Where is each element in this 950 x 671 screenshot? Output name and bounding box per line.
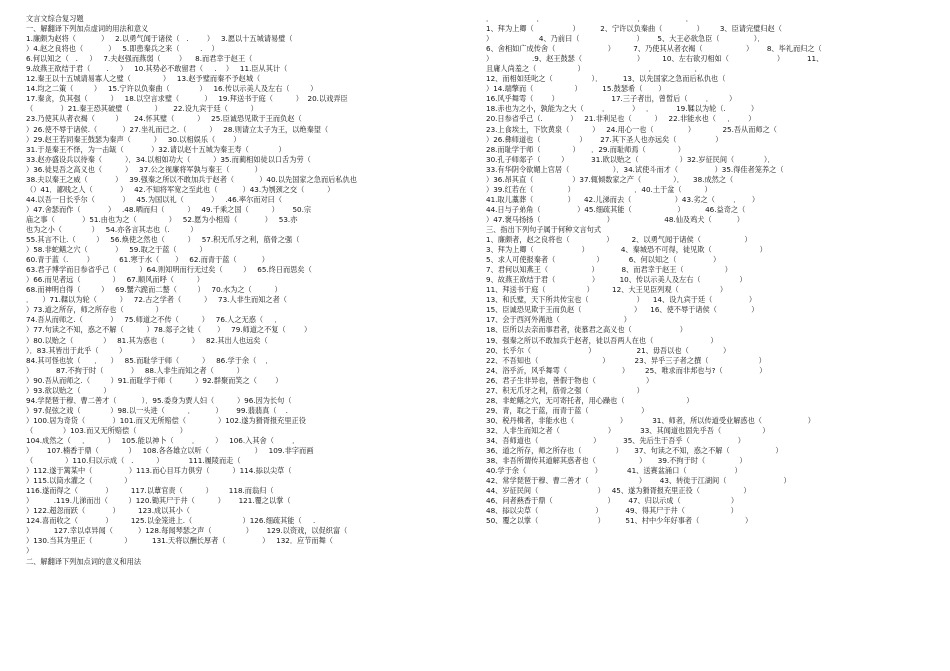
left-text-line: 33.赵亦盛设兵以待秦（ ）．34.以相如功大（ ）35.而蔺相如徒以口舌为劳（ <box>26 154 311 164</box>
left-text-line: 84.其可怪也欤（ ． ） 85.而耻学于师（ ） 86.学于余（ ． <box>26 355 273 365</box>
right-text-line: 19、强秦之所以不敢加兵于赵者，徒以吾两人在也（ ） <box>486 335 718 345</box>
left-text-line: 6.何以知之（ . ） 7.夫赵强而燕弱（ ） 8.而君幸于赵王（ <box>26 54 253 64</box>
right-text-line: 3、拜为上卿（ ） 4、秦城恐不可得，徒见欺（ ） <box>486 245 767 255</box>
right-text-line: 13、和氏璧，天下所共传宝也（ ） 14、设九宾于廷（ ） <box>486 295 757 305</box>
left-text-line: ） 127.幸以卓异闻（ ）128.每闻琴瑟之声（ ） 129.以资戏，以促织富（ <box>26 526 348 536</box>
right-text-line: ）36.昂其直（ ）37.辄倾数家之产（ ）． 38.成然之（ <box>486 174 734 184</box>
right-text-line: 36、道之所存，师之所存也（ ） 37、句读之不知，惑之不解（ ） <box>486 446 783 456</box>
left-text-line: ） 87.不拘于时（ ） 88.人非生而知之者（ ） <box>26 365 244 375</box>
left-text-line: 116.遂而得之（ ） 117.以蕈官责（ ） 118.而翁归（ <box>26 486 274 496</box>
left-text-line: 也为之小（ ） 54.亦各言其志也（. ） <box>26 224 198 234</box>
left-text-line: 94.学琵琶于穆、曹二善才（ ）．95.委身为贾人妇（ ）96.因为长句（ <box>26 395 292 405</box>
left-text-line: 庙之事（ ）51.由也为之（ ） 52.愿为小相焉（ ） 53.亦 <box>26 214 298 224</box>
left-text-line: 23.乃使其从者衣褐（ ） 24.怀其璧（ ） 25.臣诚恐见欺于王而负赵（ <box>26 114 302 124</box>
left-text-line: 二、解翻译下列加点词的意义和用法 <box>26 556 142 566</box>
left-text-line: 12.秦王以十五城请易寡人之璧（ ） 13.赵予璧而秦不予赵城（ <box>26 74 261 84</box>
left-text-line: （ ）103.而又无所赔偿（ ） <box>26 425 187 435</box>
left-text-line: ）97.促弦之戏（ ）98.以一头进（ ． ） 99.翡翡真（ . <box>26 405 288 415</box>
right-text-line: ）47.褒马扬扬（ ） 48.仙及鸡犬（ ） <box>486 214 744 224</box>
right-text-line: 29、青，取之于蓝，而青于蓝（ ） <box>486 405 649 415</box>
left-text-line: ． ）71.鞣以为轮（ ） 72.古之学者（ ） 73.人非生而知之者（ <box>26 295 287 305</box>
right-text-line: 9、故燕王欲结于君（ ） 10、传以示美人及左右（ ） <box>486 275 747 285</box>
right-text-line: 26、君子生非异也，善假于物也（ ） <box>486 375 654 385</box>
right-text-line: 44.日与子弟角（ ）45.细疏其能（ ） 46.益奇之（ <box>486 204 746 214</box>
right-text-line: ）26.彝师道也（ ） 27.其下圣人也亦远矣（ ） <box>486 134 723 144</box>
right-text-line: ） .9、赵王鼓瑟（ ） 10、左右欲刃相如（ ） 11、 <box>486 54 824 64</box>
left-text-line: 74.吾从而师之.（ ） 75.师道之不传（ ） 76.人之无惑（ ． <box>26 315 282 325</box>
left-text-line: 63.君子博学而日参省乎己（ ）64.则知明而行无过矣（ ） 65.终日而思矣（ <box>26 265 312 275</box>
left-text-line: ）47.舍瑟而作（ ） .48.哂而归（ ） 49.千乘之国（ ） 50.宗 <box>26 204 312 214</box>
right-text-line: 1、拜为上卿（ ） 2、宁许以负秦曲（ ） 3、臣请完璧归赵（ <box>486 24 782 34</box>
right-text-line: 18、臣所以去亲而事君者，徒慕君之高义也（ ） <box>486 325 687 335</box>
left-text-line: ）93.欲以贻之（ ） <box>26 385 111 395</box>
left-text-line: 104.成然之（ ． ） 105.能以神卜（ ． ） 106.入其舍（ ． <box>26 435 300 445</box>
left-text-line: 31.于是秦王不怿，为一击缻（ ）32.请以赵十五城为秦王寿（ ） <box>26 144 286 154</box>
left-text-line: ）100.居为奇货（ ）101.而又无所赔偿（ ）102.遂为猾胥报充里正役 <box>26 415 306 425</box>
left-text-line: （ ）21.秦王恐其破璧（ ） 22.设九宾于廷（ ） <box>26 104 258 114</box>
right-text-line: 5、求人可使报秦者（ ） 6、何以知之（ ） <box>486 255 721 265</box>
right-text-line: 42、常学琵琶于穆、曹二善才（ ） 43、转徙于江湖间（ ） <box>486 476 791 486</box>
right-text-line: 12、而相如廷叱之（ ）． 13、以先国家之急而后私仇也（ <box>486 74 726 84</box>
right-text-line: 32、人非生而知之者（ ） 33、其闻道也固先乎吾（ ） <box>486 425 770 435</box>
right-text-line: 7、君何以知燕王（ ） 8、而君幸于赵王（ ） <box>486 265 732 275</box>
right-text-line: 20.日参省乎己（. ） 21.非利足也（ ） 22.非能水也（ ． ） <box>486 114 756 124</box>
right-text-line: 18.赤也为之小，孰能为之大（ ． ） ． 19.鞣以为轮（. ） <box>486 104 759 114</box>
left-text-line: 44.以吾一日长乎尔（ ） 45.为国以礼（ ） .46.率尔而对曰（ <box>26 194 283 204</box>
right-column <box>486 14 929 526</box>
left-text-line: 60.青于蓝（. ） 61.寒于水（ ） 62.而青于蓝（ ） <box>26 255 269 265</box>
left-text-line: ）112.遂于篱某中（ ）113.而心目耳力俱穷（ ）114.掭以尖草（ <box>26 466 292 476</box>
right-text-line: 22、不吾知也（ ） 23、异乎三子者之撰（ ） <box>486 355 766 365</box>
right-text-line: 1、廉颇者，赵之良将也（ ） 2、以勇气闻于诸侯（ ） <box>486 235 752 245</box>
left-text-line: 9.故燕王欲结于君（ . ） 10.其势必不敢留君（ . ） 11.臣从其计（ <box>26 64 288 74</box>
right-text-line: 38、非吾所谓传其道解其惑者也（ ） 39.不拘于时（ ） <box>486 456 747 466</box>
left-text-line: （）41．鄙贱之人（ ） 42.不知将军宽之至此也（ ）43.为刎颈之交（ ） <box>26 184 335 194</box>
right-text-line: ． ． ． ． <box>486 14 693 23</box>
left-text-line: ）115.以筒水灌之（ ） <box>26 476 132 486</box>
right-text-line: 28.而耻学于师（ ） ．29.而耻师焉（ ） <box>486 144 685 154</box>
left-text-line: ）122.超忽而跃（ ） 123.成以其小（ <box>26 506 190 516</box>
left-text-line: ）130.当其为里正（ ） 131.天将以酬长厚者（ ） 132．应节而舞（ <box>26 536 333 546</box>
left-text-line: （ ）110.归以示成（ . ） 111.履陵而走（ <box>26 456 241 466</box>
left-text-line: ）90.吾从而师之.（ ）91.而耻学于师（ ）92.群聚而笑之（ ） <box>26 375 283 385</box>
right-text-line: 28、非蛇鳝之穴，无可寄托者，用心躁也（ ） <box>486 395 694 405</box>
left-text-line: ）26.使不辱于诸侯.（ ）27.坐礼而已之.（ ） 28.则请立太子为王，以绝秦望（ <box>26 124 329 134</box>
left-text-line: 124.喜而收之（ ） 125.以金笼进上.（ ）126.细疏其能（ . <box>26 516 316 526</box>
left-text-line: ）．83.其皆出于此乎（ ） <box>26 345 127 355</box>
right-text-line: 23.上食埃土，下饮黄泉（ ） 24.用心一也（ ） 25.吾从而师之（ <box>486 124 777 134</box>
left-text-line: ）80.以贻之（ ） 81.其为惑也（ ） 82.其出人也远矣（ <box>26 335 268 345</box>
left-text-line: 1.廉颇为赵将（ ） 2.以勇气闻于诸侯（ . ） 3.愿以十五城请易璧（ <box>26 34 293 44</box>
right-text-line: 15、臣诚恐见欺于王而负赵（ ） 16、使不辱于诸侯（ ） <box>486 305 759 315</box>
right-text-line: 16.风乎舞雩（ ） 17.三子者出，曾皙后（ ． ） <box>486 94 737 104</box>
right-text-line: 30.孔子师郯子（ ） 31.欧以贻之（ ）32.岁征民间（ ）． <box>486 154 775 164</box>
left-text-line: ） 107.楠香于鼎（ ） 108.各各雄立以听（ ） 109.非字而画 <box>26 446 314 456</box>
right-text-line: 6、舍相如广成传舍（ ） 7、乃使其从者衣褐（ ） 8、毕礼而归之（ <box>486 44 822 54</box>
right-text-line: 三、指出下列句子属于何种文言句式 <box>486 224 602 234</box>
left-text-line: 14.均之二策（ ） 15.宁许以负秦曲（ ） 16.传以示美人及左右（ ） <box>26 84 318 94</box>
right-text-line: 27、积无爪牙之利，筋骨之强（ ） <box>486 385 644 395</box>
right-text-line: 50、覆之以掌（ ） 51、村中少年好事者（ ） <box>486 516 753 526</box>
left-text-line: 17.秦贪，负其强（ ） 18.以空言求璧（ ） 19.拜送书于庭（ ） 20.以戏弄臣 <box>26 94 348 104</box>
left-text-line: ）29.赵王若同秦王鼓瑟为秦声（ ） 30.以相娱乐（ ） <box>26 134 241 144</box>
right-text-line: 30、税丹楫者，非能水也（ ） 31、师者，所以传道受业解惑也（ ） <box>486 415 815 425</box>
right-text-line: 34、吾师道也（ ） 35、先后生于吾乎（ ） <box>486 435 745 445</box>
left-text-line: ）36.徒見吾之高义也（ ） 37.公之视廉将军孰与秦王（ ） <box>26 164 262 174</box>
right-text-line: ）39.红若在（ ） ．40.土于盆（ ） <box>486 184 712 194</box>
left-text-line: ）73.道之所存，师之所存也（ ） <box>26 305 163 315</box>
right-text-line: 且庸人尚羞之（ ） ． ． <box>486 64 702 74</box>
right-text-line: 33.有华阴令欲媚上官居（ ）．34.试使斗而才（ ）35.得佳者笼养之（ <box>486 164 784 174</box>
right-text-line: 20、长乎尔（ ） 21、毋吾以也（ ） <box>486 345 731 355</box>
left-text-line: 文言文综合复习题 <box>26 14 84 23</box>
right-text-line: 48、掭以尖草（ ） 49、得其尸于井（ ） <box>486 506 738 516</box>
right-text-line: 24、浴乎沂，风乎舞雩（ ） 25、唯求而非邦也与?（ ） <box>486 365 767 375</box>
right-text-line: 46、问者爇香于鼎（ ） 47、归以示成（ ） <box>486 496 739 506</box>
left-text-line: 68.而神明自得（ ） 69.蟹六跪而二螯（ ） 70.水为之（ ） <box>26 285 282 295</box>
right-text-line: 11、拜送书于庭（ ） 12、大王见臣列观（ ） <box>486 285 728 295</box>
right-text-line: 17、会于西河外渑池（ ） <box>486 315 631 325</box>
left-text-line: 一、解翻译下列加点虚词的用法和意义 <box>26 24 149 34</box>
left-text-line: 38.夫以秦王之威（ ） 39.强秦之所以不敢加兵于赵者（ ）40.以先国家之急而后私仇也 <box>26 174 357 184</box>
left-text-line: ）66.而见者远（ ） 67.顺风而呼（ ） <box>26 275 204 285</box>
left-text-line: ） <box>26 546 34 556</box>
left-column <box>26 14 469 567</box>
left-text-line: ）58.非蛇鳝之穴（ ） 59.取之于蓝（ ） <box>26 245 207 255</box>
right-text-line: ）14.端擎而（ ） 15.鼓瑟希（ ） <box>486 84 666 94</box>
right-text-line: 41.取儿藁葬（ ） 42.儿涕而去（ ）43.劣之（ ． ） <box>486 194 760 204</box>
right-text-line: 44、岁征民间（ ） 45、遂为猾胥报充里正役（ ） <box>486 486 751 496</box>
right-text-line: ） 4、乃前曰（ ） 5、大王必欲急臣（ ）． <box>486 34 765 44</box>
left-text-line: 55.其言不让.（ ） 56.焕使之然也（ ） 57.积无爪牙之利，筋骨之强（ <box>26 235 300 245</box>
right-text-line: 40.学于余（ ） 41、送赛盆涌口（ ） <box>486 466 742 476</box>
left-text-line: ）4.赵之良将也（ ） 5.即患秦兵之来（ . ） <box>26 44 219 54</box>
left-text-line: ）77.句读之不知，惑之不解（ ）78.郯子之徒（ ） 79.师道之不复（ ） <box>26 325 312 335</box>
left-text-line: ） .119.儿涕而出（ ）120.锄其尸于井（ ） 121.覆之以掌（ <box>26 496 291 506</box>
